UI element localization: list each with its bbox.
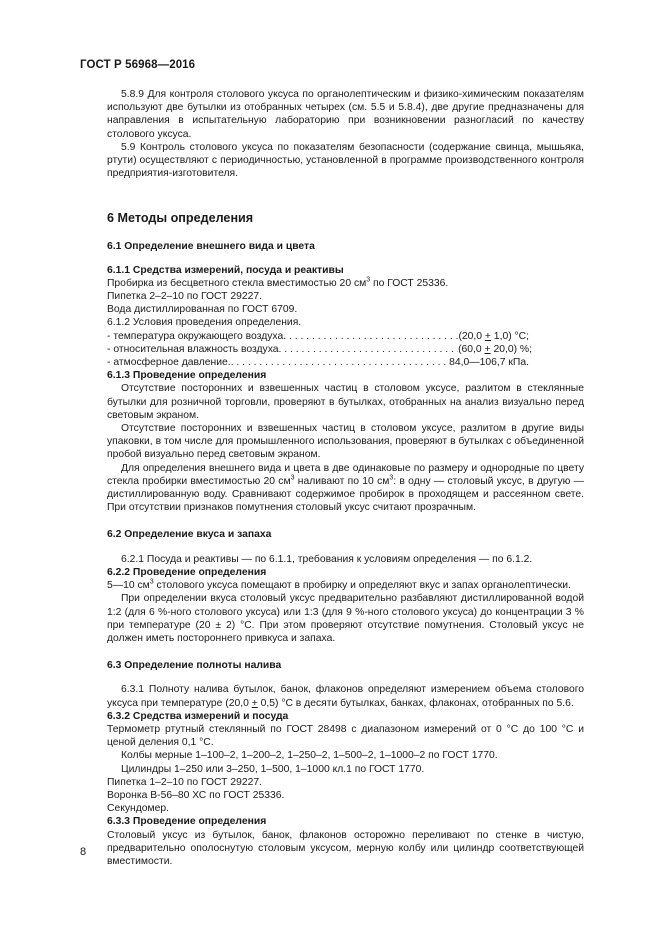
list-item: Пипетка 2–2–10 по ГОСТ 29227.	[107, 291, 262, 303]
list-item: Термометр ртутный стеклянный по ГОСТ 28498 с диапазоном измерений от 0 °С до 100 °С и ценой деления 0,1 °С.	[107, 723, 584, 749]
list-item: Пипетка 1–2–10 по ГОСТ 29227.	[107, 776, 262, 788]
list-item: Пробирка из бесцветного стекла вместимостью 20 $см^3$ по ГОСТ 25336.	[107, 276, 449, 289]
subsection-6-3-2-title: 6.3.2 Средства измерений и посуда	[107, 710, 289, 722]
paragraph-5-9: 5.9 Контроль столового уксуса по показателям безопасности (содержание свинца, мышьяка, ртути) осуществляют с периодичностью, установленной в программе производственного контроля предприятия-изготовителя.	[107, 141, 584, 180]
paragraph: 5—10 $см^3$ столового уксуса помещают в пробирку и определяют вкус и запах органолептически.	[107, 578, 571, 592]
subsection-6-1-title: 6.1 Определение внешнего вида и цвета	[107, 241, 315, 253]
paragraph: Отсутствие посторонних и взвешенных частиц в столовом уксусе, разлитом в стеклянные бутылки для розничной торговли, проверяют в бутылках, отобранных на анализ визуально перед световым экраном.	[107, 383, 584, 421]
list-item: Секундомер.	[107, 803, 170, 815]
paragraph: При определении вкуса столовый уксус предварительно разбавляют дистиллированной водой 1:2 (для 6 %-ного столового уксуса) или 1:3 (для 9 %-ного столового уксуса) до концентрации 3 % при температуре (20 ± 2) °С. При этом проверяют отсутствие помутнения. Столовый уксус не должен иметь постороннего привкуса и запаха.	[107, 593, 584, 644]
subsection-6-3-3-title: 6.3.3 Проведение определения	[107, 816, 267, 828]
list-item: Цилиндры 1–250 или 3–250, 1–500, 1–1000 кл.1 по ГОСТ 1770.	[121, 763, 425, 775]
subsection-6-1-1-title: 6.1.1 Средства измерений, посуда и реактивы	[107, 264, 344, 276]
condition-temperature: - температура окружающего воздуха . . . (20,0 + 1,0) °С;	[107, 330, 529, 343]
paragraph-5-8-9: 5.8.9 Для контроля столового уксуса по органолептическим и физико-химическим показателям используют две бутылки из отобранных четырех (см. 5.5 и 5.8.4), две другие предназначены для направления в испытательную лабораторию при возникновении разногласий по качеству столового уксуса.	[107, 89, 584, 140]
subsection-6-1-3-title: 6.1.3 Проведение определения	[107, 370, 267, 382]
paragraph-6-3-1: 6.3.1 Полноту налива бутылок, банок, флаконов определяют измерением объема столового уксуса при температуре (20,0 + 0,5) °С в десяти бутылках, банках, флаконах, отобранных по 5.6.	[107, 684, 584, 709]
paragraph: Отсутствие посторонних и взвешенных частиц в столовом уксусе, разлитом в другие виды упаковки, в том числе для промышленного использования, проверяют в бутылках с объединенной пробой визуально перед световым экраном.	[107, 423, 584, 461]
subsection-6-2-title: 6.2 Определение вкуса и запаха	[107, 529, 272, 541]
subsection-6-3-title: 6.3 Определение полноты налива	[107, 660, 282, 672]
list-item: Воронка В-56–80 ХС по ГОСТ 25336.	[107, 789, 285, 801]
list-item: Колбы мерные 1–100–2, 1–200–2, 1–250–2, 1–500–2, 1–1000–2 по ГОСТ 1770.	[121, 750, 498, 762]
list-item: Вода дистиллированная по ГОСТ 6709.	[107, 304, 298, 316]
paragraph: Для определения внешнего вида и цвета в две одинаковые по размеру и однородные по цвету стекла пробирки вместимостью 20 $см^3$ наливают по 10 $см^3$: в одну — столовый уксус, в другую — дистиллированную воду. Сравнивают содержимое пробирок в проходящем и рассеянном свете. При отсутствии признаков помутнения столовый уксус считают прозрачным.	[107, 462, 584, 514]
section-title: 6 Методы определения	[107, 211, 254, 226]
condition-humidity: - относительная влажность воздуха . . . (60,0 + 20,0) %;	[107, 343, 532, 356]
paragraph-6-2-1: 6.2.1 Посуда и реактивы — по 6.1.1, требования к условиям определения — по 6.1.2.	[121, 553, 533, 565]
page-content	[107, 88, 584, 868]
subsection-6-2-2-title: 6.2.2 Проведение определения	[107, 566, 267, 578]
paragraph: Столовый уксус из бутылок, банок, флаконов осторожно переливают по стенке в чистую, предварительно ополоснутую столовым уксусом, мерную колбу или цилиндр соответствующей вместимости.	[107, 829, 584, 867]
condition-pressure: - атмосферное давление. . . . 84,0—106,7 кПа.	[107, 356, 529, 369]
page-number: 8	[80, 846, 87, 858]
document-id: ГОСТ Р 56968—2016	[80, 59, 196, 71]
list-item: 6.1.2 Условия проведения определения.	[107, 317, 302, 329]
